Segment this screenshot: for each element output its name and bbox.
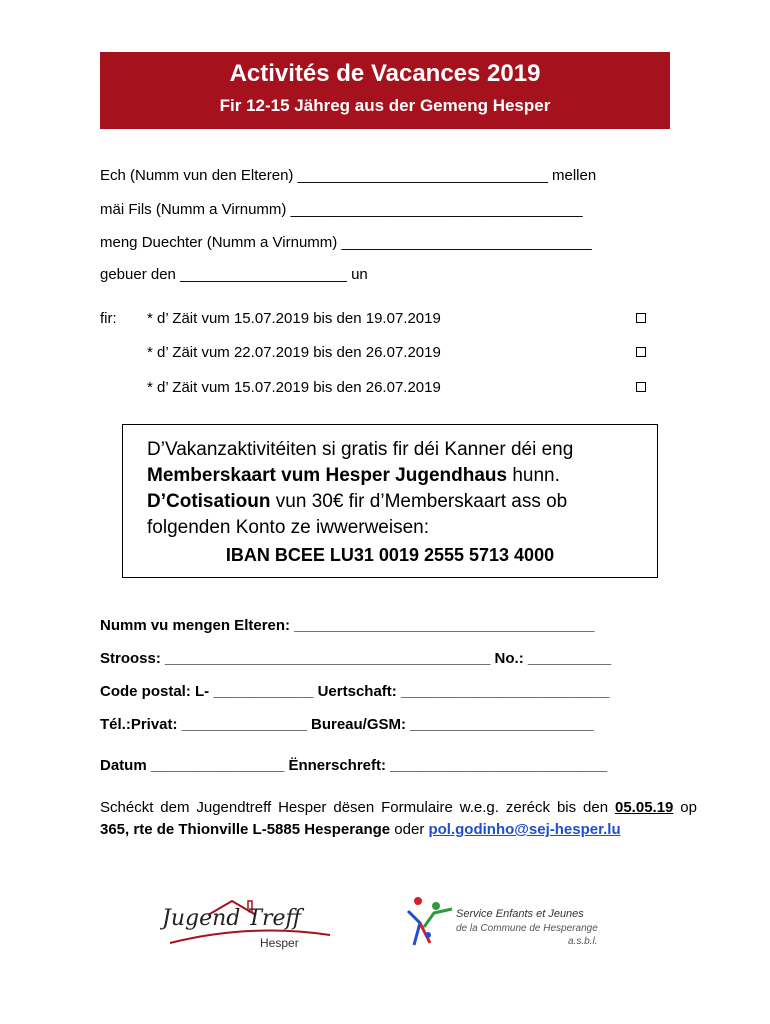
logo-right-line2: de la Commune de Hesperange <box>456 923 598 934</box>
return-text-1: Schéckt dem Jugendtreff Hesper dësen Formulaire w.e.g. zeréck bis den <box>100 799 615 816</box>
info-line-3-rest: vun 30€ fir d’Memberskaart ass ob <box>270 491 568 512</box>
page-title: Activités de Vacances 2019 <box>229 60 541 87</box>
postal-code-field[interactable]: Code postal: L- ____________ Uertschaft: _________________________ <box>100 683 610 700</box>
phone-field[interactable]: Tél.:Privat: _______________ Bureau/GSM: ______________________ <box>100 716 594 733</box>
membership-info-box <box>122 424 658 578</box>
contribution-text: D’Cotisatioun <box>147 491 271 512</box>
jugendtreff-logo-graphic <box>160 893 335 955</box>
info-line-4: folgenden Konto ze iwwerweisen: <box>147 517 430 538</box>
period-option-2: * d’ Zäit vum 22.07.2019 bis den 26.07.2019 <box>147 344 441 361</box>
birthdate-line[interactable]: gebuer den ____________________ un <box>100 266 368 283</box>
period-checkbox-1[interactable] <box>636 313 646 323</box>
sej-logo <box>400 893 630 955</box>
return-date: 05.05.19 <box>615 799 674 816</box>
period-option-1: * d’ Zäit vum 15.07.2019 bis den 19.07.2019 <box>147 310 441 327</box>
logo-right-line3: a.s.b.l. <box>568 936 598 947</box>
logo-right-line1: Service Enfants et Jeunes <box>456 908 584 920</box>
parent-name-line[interactable]: Ech (Numm vun den Elteren) ______________________________ mellen <box>100 167 597 184</box>
parent-name-field[interactable]: Numm vu mengen Elteren: ____________________________________ <box>100 617 595 634</box>
period-checkbox-2[interactable] <box>636 347 646 357</box>
logo-left-text: Jugend Treff <box>162 906 302 931</box>
return-address: 365, rte de Thionville L-5885 Hesperange <box>100 821 391 838</box>
return-text-2: op <box>673 799 697 816</box>
signature-field[interactable]: Datum ________________ Ënnerschreft: __________________________ <box>100 757 608 774</box>
title-banner <box>100 52 670 129</box>
return-text-3: oder <box>390 821 429 838</box>
logo-left-sub: Hesper <box>260 936 299 950</box>
daughter-name-line[interactable]: meng Duechter (Numm a Virnumm) ______________________________ <box>100 234 592 251</box>
jugendtreff-logo <box>160 893 335 955</box>
street-field[interactable]: Strooss: _______________________________________ No.: __________ <box>100 650 612 667</box>
periods-label: fir: <box>100 310 117 327</box>
info-line-3 <box>147 491 567 513</box>
period-checkbox-3[interactable] <box>636 382 646 392</box>
membership-card-text: Memberskaart vum Hesper Jugendhaus <box>147 465 508 486</box>
info-line-2 <box>147 465 560 487</box>
info-line-1: D’Vakanzaktivitéiten si gratis fir déi Kanner déi eng <box>147 439 574 460</box>
sej-logo-graphic <box>400 893 630 955</box>
iban-text: IBAN BCEE LU31 0019 2555 5713 4000 <box>225 545 555 565</box>
info-line-2-rest: hunn. <box>507 465 560 486</box>
return-instructions <box>100 797 697 841</box>
period-option-3: * d’ Zäit vum 15.07.2019 bis den 26.07.2019 <box>147 379 441 396</box>
email-link[interactable]: pol.godinho@sej-hesper.lu <box>428 821 621 838</box>
son-name-line[interactable]: mäi Fils (Numm a Virnumm) ___________________________________ <box>100 201 583 218</box>
page-subtitle: Fir 12-15 Jähreg aus der Gemeng Hesper <box>219 96 551 115</box>
